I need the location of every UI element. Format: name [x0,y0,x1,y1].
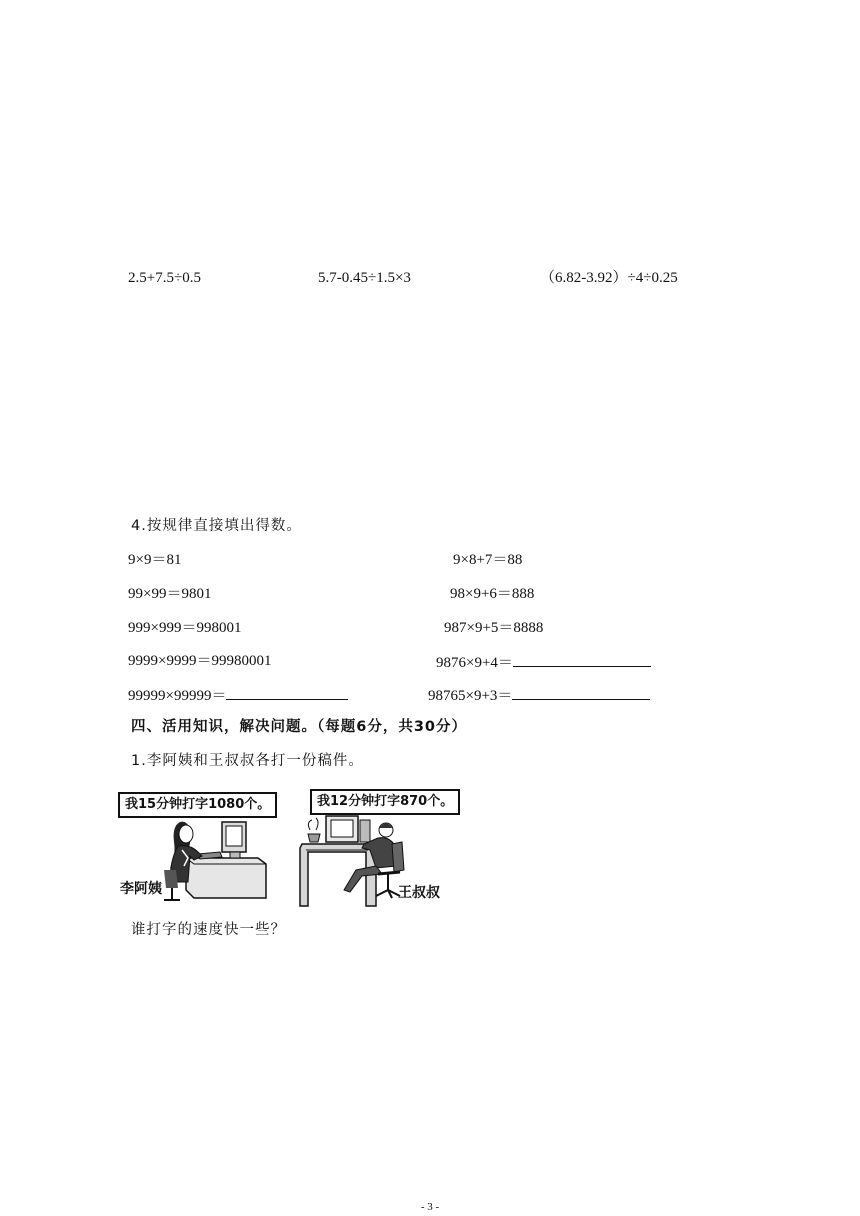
pattern-right-3: 987×9+5＝8888 [444,620,544,636]
speech-bubble-left: 我15分钟打字1080个。 [118,792,277,818]
pattern-left-4: 9999×9999＝99980001 [128,653,272,669]
pattern-right-5 [428,685,650,705]
man-typing-illustration [296,786,456,910]
page-number: - 3 - [420,1201,440,1213]
answer-blank-right-2[interactable] [512,685,650,700]
question-1-prompt: 谁打字的速度快一些？ [131,922,286,938]
answer-blank-left[interactable] [226,685,348,700]
speech-bubble-right: 我12分钟打字870个。 [310,789,460,815]
answer-blank-right-1[interactable] [513,652,651,667]
calc-expression-1: 2.5+7.5÷0.5 [128,270,201,286]
pattern-right-4-text: 9876×9+4＝ [436,655,513,671]
calc-expression-2: 5.7-0.45÷1.5×3 [318,270,411,286]
pattern-right-2: 98×9+6＝888 [450,586,535,602]
woman-typing-illustration [118,786,273,906]
pattern-left-5-text: 99999×99999＝ [128,688,227,704]
pattern-left-5 [128,685,348,705]
name-label-left: 李阿姨 [120,881,162,897]
section-heading: 四、活用知识，解决问题。（每题6分，共30分） [131,719,468,735]
pattern-left-1: 9×9＝81 [128,552,182,568]
pattern-right-4 [436,652,651,672]
name-label-right: 王叔叔 [398,885,440,901]
pattern-right-1: 9×8+7＝88 [453,552,523,568]
pattern-left-3: 999×999＝998001 [128,620,242,636]
pattern-left-2: 99×99＝9801 [128,586,212,602]
pattern-right-5-text: 98765×9+3＝ [428,688,513,704]
calc-expression-3: （6.82-3.92）÷4÷0.25 [540,270,678,286]
pattern-question-title: 4.按规律直接填出得数。 [131,518,302,534]
question-1-title: 1.李阿姨和王叔叔各打一份稿件。 [131,753,364,769]
